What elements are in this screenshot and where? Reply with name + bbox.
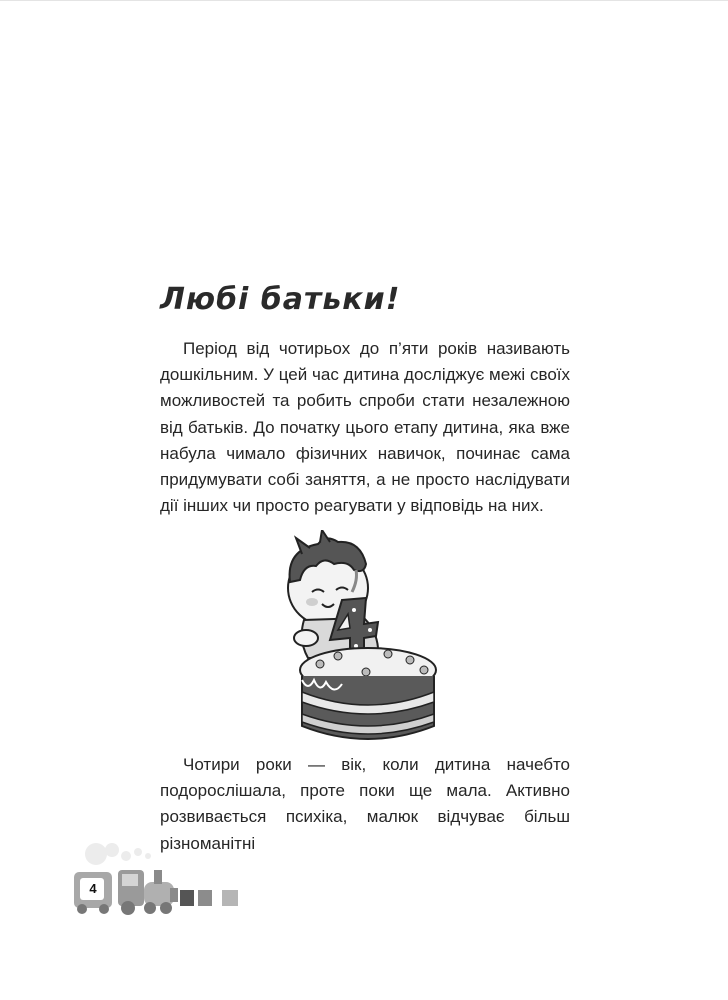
intro-paragraph: [160, 336, 570, 519]
toy-train-icon: [66, 836, 256, 916]
boy-with-birthday-cake-icon: [268, 530, 458, 745]
intro-paragraph-text: Період від чотирьох до п’яти років називають дошкільним. У цей час дитина досліджує межі своїх можливостей та робить спроби стати незалежною від батьків. До початку цього етапу дитина, яка вже набула чимало фізичних навичок, починає сама придумувати собі заняття, а не просто наслідувати дії інших чи просто реагувати у відповідь на них.: [160, 339, 570, 516]
top-rule: [0, 0, 728, 1]
page-heading: Любі батьки!: [160, 282, 401, 317]
second-paragraph-text: Чотири роки — вік, коли дитина начебто подорослішала, проте поки ще мала. Активно розвивається психіка, малюк відчуває більш різноманітні: [160, 755, 570, 853]
page-number: 4: [89, 881, 97, 896]
